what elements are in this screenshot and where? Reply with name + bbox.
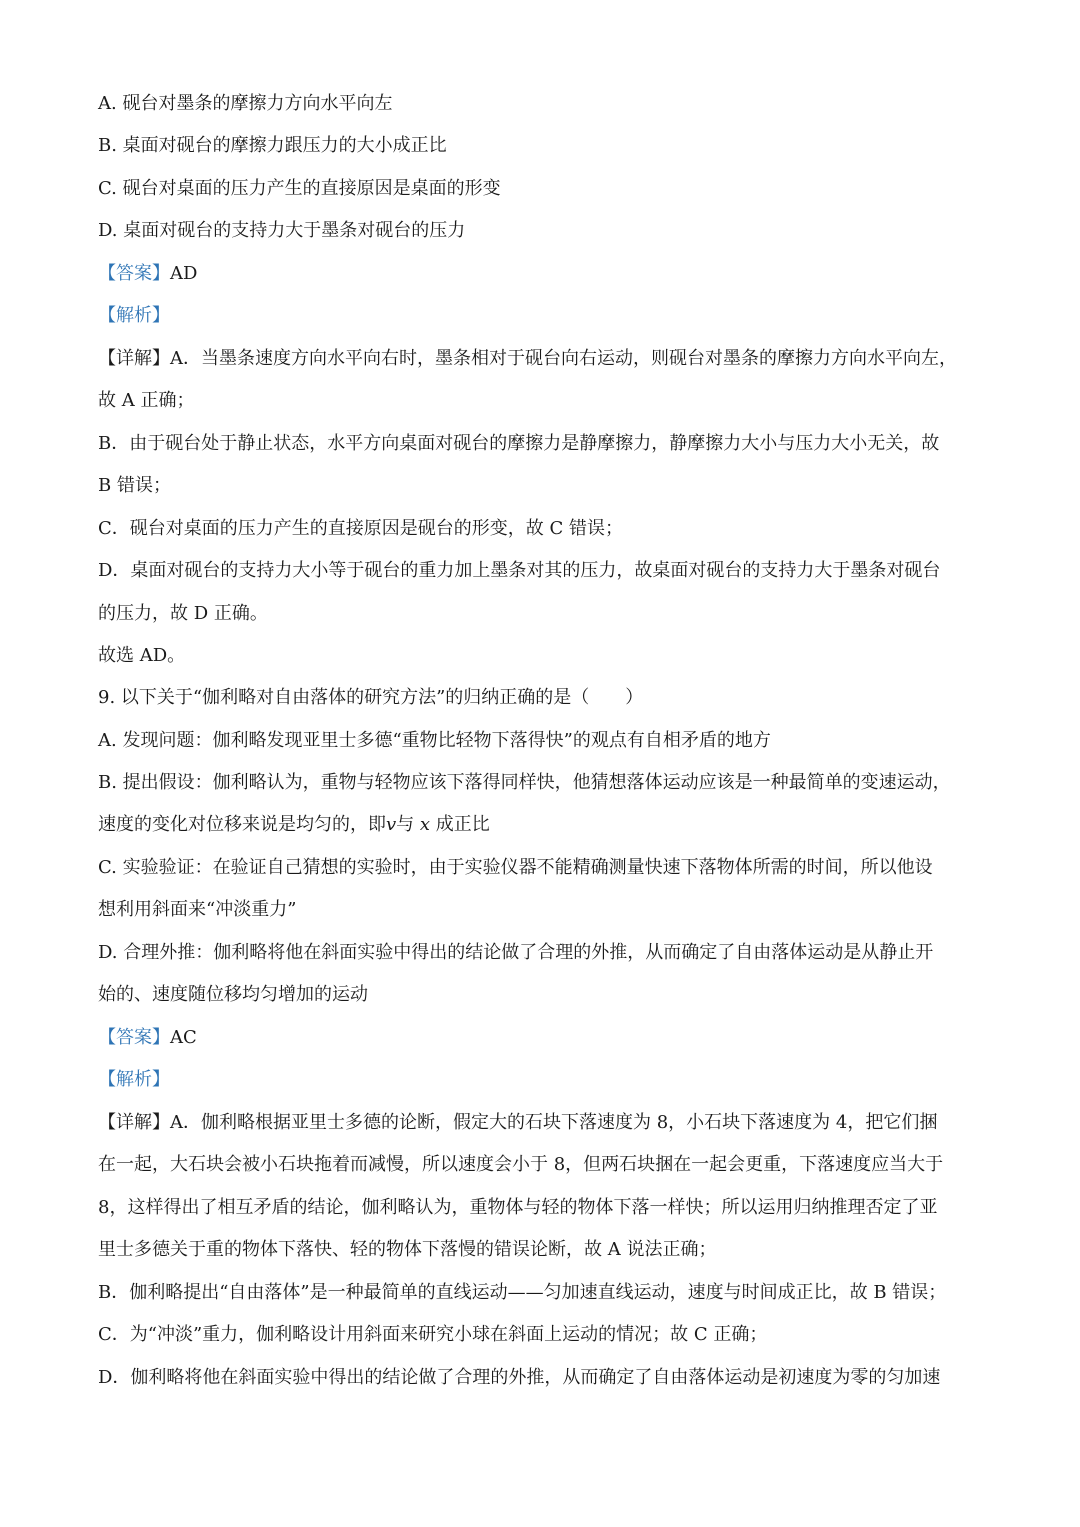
answer-value: AC <box>170 1027 197 1048</box>
answer-tag: 【答案】 <box>98 1027 170 1048</box>
text: 速度的变化对位移来说是均匀的，即 <box>98 814 386 835</box>
q9-detail-line <box>98 1111 988 1135</box>
q9-option-c-cont: 想利用斜面来“冲淡重力” <box>98 899 297 920</box>
q8-option-d: D. 桌面对砚台的支持力大于墨条对砚台的压力 <box>98 220 466 241</box>
q9-detail-line: B．伽利略提出“自由落体”是一种最简单的直线运动——匀加速直线运动，速度与时间成正比，故 B 错误； <box>98 1282 947 1303</box>
q9-detail-line: C．为“冲淡”重力，伽利略设计用斜面来研究小球在斜面上运动的情况；故 C 正确； <box>98 1324 768 1345</box>
variable-v: v <box>386 814 397 835</box>
answer-tag: 【答案】 <box>98 263 170 284</box>
text: 成正比 <box>430 814 490 835</box>
q8-detail-line: 故 A 正确； <box>98 390 195 411</box>
detail-tag: 【详解】 <box>98 1112 170 1133</box>
answer-value: AD <box>170 263 198 284</box>
q9-detail-line: 里士多德关于重的物体下落快、轻的物体下落慢的错误论断，故 A 说法正确； <box>98 1239 717 1260</box>
variable-x: x <box>419 814 431 835</box>
q8-detail-line: B 错误； <box>98 475 171 496</box>
q9-option-d: D. 合理外推：伽利略将他在斜面实验中得出的结论做了合理的外推，从而确定了自由落体运动是从静止开 <box>98 942 934 963</box>
q8-analysis-tag: 【解析】 <box>98 305 170 326</box>
q8-option-c: C. 砚台对桌面的压力产生的直接原因是桌面的形变 <box>98 178 501 199</box>
q8-option-b: B. 桌面对砚台的摩擦力跟压力的大小成正比 <box>98 135 447 156</box>
detail-text: A．伽利略根据亚里士多德的论断，假定大的石块下落速度为 8，小石块下落速度为 4，把它们捆 <box>170 1112 938 1133</box>
q9-option-c: C. 实验验证：在验证自己猜想的实验时，由于实验仪器不能精确测量快速下落物体所需的时间，所以他设 <box>98 857 933 878</box>
q8-conclusion: 故选 AD。 <box>98 645 186 666</box>
q9-detail-line: 8，这样得出了相互矛盾的结论，伽利略认为，重物体与轻的物体下落一样快；所以运用归纳推理否定了亚 <box>98 1197 938 1218</box>
q9-detail-line: D．伽利略将他在斜面实验中得出的结论做了合理的外推，从而确定了自由落体运动是初速度为零的匀加速 <box>98 1367 941 1388</box>
q8-answer <box>98 262 988 286</box>
q9-detail-line: 在一起，大石块会被小石块拖着而减慢，所以速度会小于 8，但两石块捆在一起会更重，下落速度应当大于 <box>98 1154 944 1175</box>
q8-detail-line: 的压力，故 D 正确。 <box>98 603 268 624</box>
detail-text: A．当墨条速度方向水平向右时，墨条相对于砚台向右运动，则砚台对墨条的摩擦力方向水平向左， <box>170 348 957 369</box>
q9-option-b-cont <box>98 813 988 837</box>
q8-detail-line <box>98 347 988 371</box>
q9-stem: 9. 以下关于“伽利略对自由落体的研究方法”的归纳正确的是（ ） <box>98 687 644 708</box>
q9-option-d-cont: 始的、速度随位移均匀增加的运动 <box>98 984 368 1005</box>
q8-detail-line: C．砚台对桌面的压力产生的直接原因是砚台的形变，故 C 错误； <box>98 518 623 539</box>
q9-option-b: B. 提出假设：伽利略认为，重物与轻物应该下落得同样快，他猜想落体运动应该是一种最简单的变速运动， <box>98 772 951 793</box>
q8-detail-line: B．由于砚台处于静止状态，水平方向桌面对砚台的摩擦力是静摩擦力，静摩擦力大小与压力大小无关，故 <box>98 433 940 454</box>
q9-option-a: A. 发现问题：伽利略发现亚里士多德“重物比轻物下落得快”的观点有自相矛盾的地方 <box>98 730 771 751</box>
text: 与 <box>396 814 420 835</box>
q8-option-a: A. 砚台对墨条的摩擦力方向水平向左 <box>98 93 393 114</box>
q9-answer <box>98 1026 988 1050</box>
q8-detail-line: D．桌面对砚台的支持力大小等于砚台的重力加上墨条对其的压力，故桌面对砚台的支持力大于墨条对砚台 <box>98 560 941 581</box>
detail-tag: 【详解】 <box>98 348 170 369</box>
q9-analysis-tag: 【解析】 <box>98 1069 170 1090</box>
